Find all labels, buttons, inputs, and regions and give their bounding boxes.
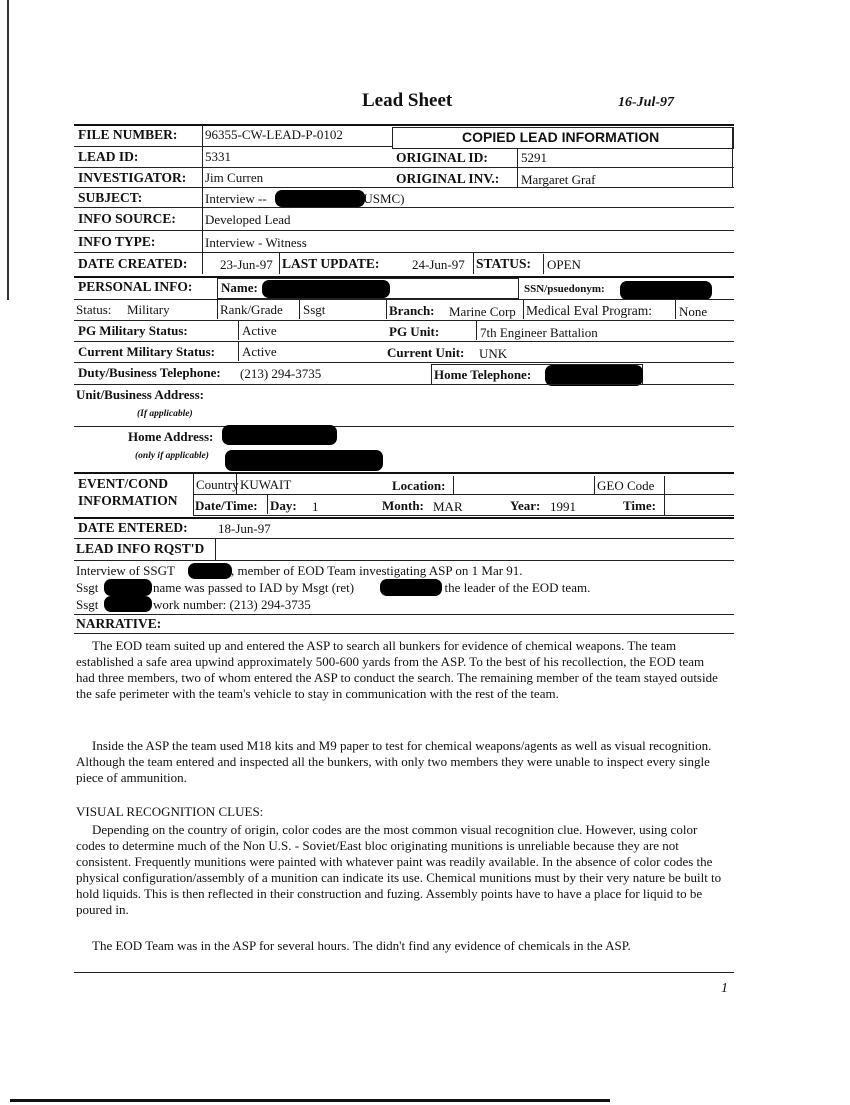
time-label: Time: xyxy=(623,498,656,513)
pg-status-label: PG Military Status: xyxy=(78,323,188,338)
pg-status-value: Active xyxy=(242,323,277,338)
event-label-1: EVENT/COND xyxy=(78,476,169,491)
branch-value: Marine Corp xyxy=(449,304,516,319)
request-line3-b: work number: (213) 294-3735 xyxy=(153,597,311,612)
request-line3-a: Ssgt xyxy=(76,597,99,612)
date-entered-value: 18-Jun-97 xyxy=(218,521,271,536)
request-line2-a: Ssgt xyxy=(76,580,99,595)
last-update-label: LAST UPDATE: xyxy=(282,256,380,271)
unit-address-note: (If applicable) xyxy=(137,409,193,419)
location-label: Location: xyxy=(392,478,446,493)
investigator-label: INVESTIGATOR: xyxy=(78,170,187,185)
home-phone-label: Home Telephone: xyxy=(434,367,532,382)
rank-label: Rank/Grade xyxy=(220,302,283,317)
duty-phone-value: (213) 294-3735 xyxy=(240,366,322,381)
request-line2-b: name was passed to IAD by Msgt (ret) xyxy=(153,580,355,595)
branch-label: Branch: xyxy=(389,303,435,318)
original-inv-label: ORIGINAL INV.: xyxy=(396,171,500,186)
rank-value: Ssgt xyxy=(303,302,326,317)
redaction-request-4 xyxy=(104,596,152,612)
info-type-label: INFO TYPE: xyxy=(78,234,156,249)
redaction-home-address-2 xyxy=(225,450,383,471)
lead-info-rqstd-label: LEAD INFO RQST'D xyxy=(76,541,205,556)
narrative-label: NARRATIVE: xyxy=(76,616,162,631)
country-label: Country xyxy=(196,477,239,492)
status-label: STATUS: xyxy=(476,256,532,271)
redaction-request-3 xyxy=(380,579,442,596)
lead-id-label: LEAD ID: xyxy=(78,149,139,164)
narrative-p2: Inside the ASP the team used M18 kits and M9 paper to test for chemical weapons/agents as well as visual recognition. Although the team entered and inspected all the bunkers, with only two members they were unable to inspect every single piece of ammunition. xyxy=(76,738,712,785)
investigator-value: Jim Curren xyxy=(205,170,264,185)
request-line2-c: , the leader of the EOD team. xyxy=(438,580,591,595)
current-unit-label: Current Unit: xyxy=(387,345,465,360)
info-source-label: INFO SOURCE: xyxy=(78,211,176,226)
redaction-subject xyxy=(275,190,365,207)
subject-label: SUBJECT: xyxy=(78,190,143,205)
original-id-value: 5291 xyxy=(521,150,547,165)
narrative-p3: Depending on the country of origin, color codes are the most common visual recognition clue. However, using color codes to determine much of the Non U.S. - Soviet/East bloc originating munitions is unreliable because they are not consistent. Frequently munitions were painted with whatever paint was readily available. In the absence of color codes the physical configuration/assembly of a munition can indicate its use. Chemical munitions must by their very nature be built to hold liquids. This is then reflected in their construction and fuzing. Assembly points have to have a place for liquid to be poured in. xyxy=(76,822,722,917)
redaction-home-address-1 xyxy=(222,425,337,445)
unit-address-label: Unit/Business Address: xyxy=(76,387,204,402)
pg-unit-label: PG Unit: xyxy=(389,324,440,339)
pg-unit-value: 7th Engineer Battalion xyxy=(480,325,598,340)
current-status-label: Current Military Status: xyxy=(78,344,215,359)
copied-banner: COPIED LEAD INFORMATION xyxy=(462,129,660,145)
day-value: 1 xyxy=(312,499,319,514)
subject-value-suffix: (USMC) xyxy=(359,191,405,206)
year-value: 1991 xyxy=(550,499,576,514)
date-entered-label: DATE ENTERED: xyxy=(78,520,188,535)
status-mil-label: Status: xyxy=(76,302,112,317)
duty-phone-label: Duty/Business Telephone: xyxy=(78,365,221,380)
file-number-value: 96355-CW-LEAD-P-0102 xyxy=(205,127,343,142)
last-update-value: 24-Jun-97 xyxy=(412,257,465,272)
month-label: Month: xyxy=(382,498,424,513)
lead-id-value: 5331 xyxy=(205,149,231,164)
page-number: 1 xyxy=(721,981,728,996)
info-source-value: Developed Lead xyxy=(205,212,291,227)
narrative-p4: The EOD Team was in the ASP for several hours. The didn't find any evidence of chemicals in the ASP. xyxy=(92,938,631,953)
redaction-ssn xyxy=(620,281,712,300)
med-eval-label: Medical Eval Program: xyxy=(526,303,652,318)
date-created-value: 23-Jun-97 xyxy=(220,257,273,272)
page-title: Lead Sheet xyxy=(362,90,453,111)
header-date: 16-Jul-97 xyxy=(618,95,674,110)
event-label-2: INFORMATION xyxy=(78,493,178,508)
narrative-p1: The EOD team suited up and entered the ASP to search all bunkers for evidence of chemical weapons. The team established a safe area upwind approximately 500-600 yards from the ASP. To the best of his recollection, the EOD team had three members, two of whom entered the ASP to conduct the search. The remaining member of the team stayed outside the safe perimeter with the team's vehicle to stay in communication with the rest of the team. xyxy=(76,638,718,701)
original-id-label: ORIGINAL ID: xyxy=(396,150,488,165)
home-address-label: Home Address: xyxy=(128,429,214,444)
personal-info-label: PERSONAL INFO: xyxy=(78,279,193,294)
year-label: Year: xyxy=(510,498,541,513)
home-address-note: (only if applicable) xyxy=(135,451,209,461)
day-label: Day: xyxy=(270,498,297,513)
redaction-request-1 xyxy=(188,563,232,579)
clues-heading: VISUAL RECOGNITION CLUES: xyxy=(76,804,264,819)
status-value: OPEN xyxy=(547,257,581,272)
country-value: KUWAIT xyxy=(240,477,292,492)
info-type-value: Interview - Witness xyxy=(205,235,307,250)
month-value: MAR xyxy=(433,499,463,514)
original-inv-value: Margaret Graf xyxy=(521,172,596,187)
ssn-label: SSN/psuedonym: xyxy=(524,283,605,295)
subject-value-prefix: Interview -- xyxy=(205,191,267,206)
geo-code-label: GEO Code xyxy=(597,478,655,493)
current-unit-value: UNK xyxy=(479,346,508,361)
redaction-home-phone xyxy=(545,365,643,386)
status-mil-value: Military xyxy=(127,302,170,317)
request-line1-a: Interview of SSGT xyxy=(76,563,175,578)
file-number-label: FILE NUMBER: xyxy=(78,127,178,142)
current-status-value: Active xyxy=(242,344,277,359)
redaction-request-2 xyxy=(104,579,152,596)
datetime-label: Date/Time: xyxy=(195,498,258,513)
request-line1-b: , member of EOD Team investigating ASP on 1 Mar 91. xyxy=(231,563,523,578)
med-eval-value: None xyxy=(679,304,708,319)
date-created-label: DATE CREATED: xyxy=(78,256,188,271)
name-label: Name: xyxy=(221,280,258,295)
redaction-name xyxy=(262,280,390,298)
